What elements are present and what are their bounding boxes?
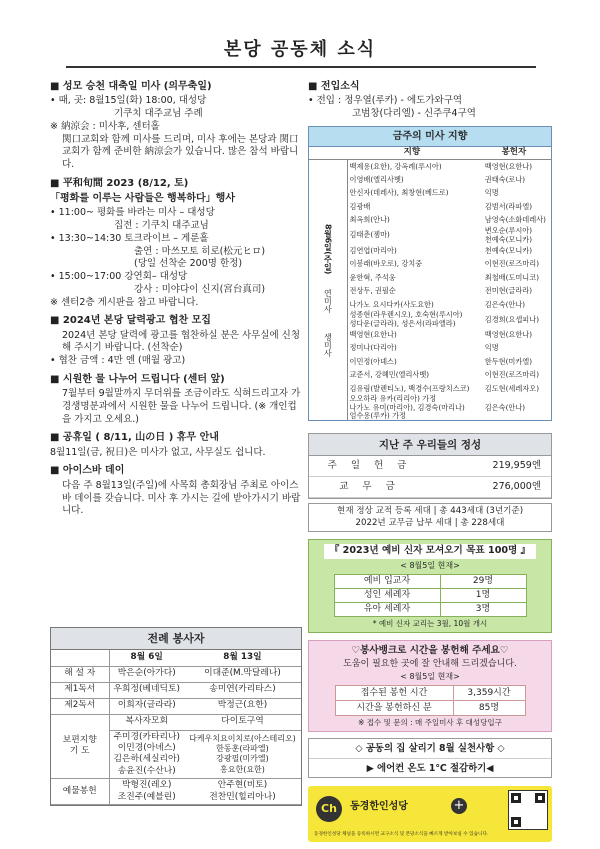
energy-box: ◇ 공동의 집 살리기 8월 실천사항 ◇ ▶ 에어컨 온도 1℃ 절감하기◀ [308, 738, 552, 778]
catechumen-title: 『 2023년 예비 신자 모셔오기 목표 100명 』 [324, 544, 537, 559]
volunteer-title: ♡봉사뱅크로 시간을 봉헌해 주세요♡ [351, 644, 509, 656]
channel-name: 동경한인성당 [350, 800, 408, 812]
peace-line-2: 집전 : 기쿠치 대주교님 [114, 220, 209, 232]
table-row: 해 설 자 박은순(아가다) 이대준(M.막달레나) [51, 666, 301, 682]
right-column [308, 80, 552, 842]
ad-notice [50, 314, 302, 368]
table-row: 제1독서 우희정(베네딕토) 송미연(카리타스) [51, 682, 301, 698]
table-row: 이영배(엘리사벳) 권태숙(로나) [349, 174, 526, 184]
liturgy-servers-table [50, 627, 302, 806]
table-row: 김태춘(젬마) 변오순(루시아) 천예숙(모니카) [349, 226, 533, 244]
icebar-heading: ■ 아이스바 데이 [50, 465, 125, 477]
holiday-body: 8월11일(금, 祝日)은 미사가 없고, 사무실도 쉽니다. [50, 446, 266, 458]
table-row: 성인 세례자 1명 [334, 588, 526, 602]
date-col-1: 8월 6일 [109, 650, 184, 666]
table-row: 이민정(아녜스) 한두현(미카엘) [349, 356, 533, 366]
page-title: 본당 공동체 소식 [223, 39, 377, 60]
volunteer-box: ♡봉사뱅크로 시간을 봉헌해 주세요♡ 도움이 필요한 곳에 잘 안내해 드리겠습니다. < 8월5일 현재> 접수된 봉헌 시간 3,359시간 시간을 봉헌하신 분 85명 ※ 접수 및 문의 : 매 주일미사 후 대성당입구 [308, 640, 552, 732]
icebar-notice [50, 464, 302, 518]
registration-stats: 현재 정상 교적 등록 세대 | 총 443세대 (3년기준) 2022년 교무금 납부 세대 | 총 228세대 [308, 503, 552, 532]
table-row: 예물봉헌 박형진(레오) 조진주(예블린) 안주현(비토) 전찬민(힐리아나) [51, 779, 301, 805]
table-row: 나가노 요시다카(사도요한) 김은숙(안나) [349, 299, 526, 309]
table-row: 8월6일(주일) 연미사 생미사 백제용(요한), 강옥례(루시아) 백영현(요한나) [309, 160, 551, 174]
table-row: 오오하라 유카(리리아) 가정 나가노 유미(마리아), 김경숙(마리나) 엄수용(루카) 가정 김은숙(안나) [349, 394, 526, 421]
peace-line-3: • 13:30~14:30 토크라이브 – 게룬홀 [50, 232, 209, 244]
holiday-notice [50, 431, 302, 459]
ad-heading: ■ 2024년 본당 달력광고 협찬 모집 [50, 315, 211, 327]
channel-banner[interactable] [308, 786, 552, 842]
table-row: 김연엽(마리아) 천예숙(모니카) [349, 245, 533, 255]
table-row: 접수된 봉헌 시간 3,359시간 [335, 685, 525, 700]
table-row: 성종현(라우렌시오), 호숙현(루시아) 성다운(글라라), 성은서(라파엘라) 김경희(요셉피나) [349, 310, 539, 328]
intention-date-side: 8월6일(주일) 연미사 생미사 [309, 160, 347, 420]
peace-line-5: (당일 선착순 200명 한정) [134, 258, 243, 270]
mass-intention-title: 금주의 미사 지향 [309, 127, 551, 147]
peace-subheading: 「평화를 이루는 사람들은 행복하다」행사 [50, 193, 236, 205]
table-row: 주일헌금 219,959엔 [309, 456, 551, 477]
table-row: 최옥희(안나) 남영숙(소화데레사) [349, 215, 546, 225]
channel-note: 동경한인성당 채널을 등록하시면 교구소식 및 본당소식을 빠르게 받아보실 수 있습니다. [314, 832, 489, 838]
table-row: 안신자(데레사), 최창현(베드로) 익명 [349, 188, 499, 198]
table-row: 시간을 봉헌하신 분 85명 [335, 700, 525, 715]
ad-amount: • 협찬 금액 : 4만 엔 (매월 광고) [50, 355, 186, 367]
table-row: 보편지향 기 도 복사자모회 다이토구역 [51, 714, 301, 730]
mass-heading: ■ 성모 승천 대축일 미사 (의무축일) [50, 81, 212, 92]
qr-code-icon[interactable] [508, 790, 548, 830]
table-row: 정미나(다리아) 익명 [349, 343, 499, 353]
left-column [50, 80, 302, 523]
mass-notice [50, 80, 302, 172]
table-row: 제2독서 이희자(글라라) 박정근(요한) [51, 698, 301, 714]
table-row: 전상두, 권필순 전미현(글라라) [349, 286, 533, 295]
catechumen-box: 『 2023년 예비 신자 모셔오기 목표 100명 』 < 8월5일 현재> 예비 입교자 29명 성인 세례자 1명 유아 세례자 3명 * 예비 신자 교리는 3월, 10월 개시 [308, 539, 552, 633]
table-row: 주미경(카타리나) 이민경(아녜스) 김은하(세실리아) 송윤진(수산나) 다케우치요이치로(아스테리오) 한동훈(라파엘) 강광필(미카엘) 홍요한(요한) [51, 730, 301, 779]
table-row: 예비 입교자 29명 [334, 574, 526, 588]
mass-celebrant: 기쿠치 대주교님 주례 [114, 108, 203, 120]
table-row: 백영현(요한나) 백영현(요한나) [349, 329, 533, 339]
peace-line-7: 강사 : 미야다이 신지(宮台真司) [134, 283, 266, 295]
peace-line-4: 출연 : 마쓰모토 히로(松元ヒロ) [134, 245, 266, 257]
peace-notice [50, 177, 302, 310]
mass-when: • 때, 곳: 8월15일(화) 18:00, 대성당 [50, 95, 207, 107]
water-heading: ■ 시원한 물 나누어 드립니다 (센터 앞) [50, 373, 225, 385]
liturgy-servers-title: 전례 봉사자 [51, 628, 301, 650]
mass-note-body: 関口교회와 함께 미사를 드리며, 미사 후에는 본당과 関口교회가 함께 준비한 納涼会가 있습니다. 많은 참석 바랍니다. [62, 133, 299, 170]
prayer-label: 보편지향 기 도 [51, 714, 109, 779]
offering-title: 지난 주 우리들의 정성 [309, 434, 551, 456]
table-row: 이봉래(바오로), 강치중 이현진(로즈마리) [349, 259, 539, 268]
mass-note-label: ※ 納涼会 : 미사후, 센터홀 [50, 120, 160, 132]
table-row: 교무금 276,000엔 [309, 477, 551, 498]
transfer-heading: ■ 전입소식 [308, 81, 360, 92]
plus-icon[interactable]: + [451, 798, 467, 814]
peace-heading: ■ 平和旬間 2023 (8/12, 토) [50, 177, 189, 189]
peace-line-8: ※ 센터2층 게시판을 참고 바랍니다. [50, 296, 199, 308]
table-row: 유아 세례자 3명 [334, 602, 526, 616]
transfer-notice: ■ 전입소식 • 전입 : 정우열(루카) - 에도가와구역 고범창(다리엘) - 신주쿠4구역 [308, 80, 552, 121]
table-row: 김광배 김범서(라파엘) [349, 201, 533, 211]
peace-line-6: • 15:00~17:00 강연회– 대성당 [50, 271, 188, 283]
water-body: 7월부터 9월말까지 무더위를 조금이라도 식혀드리고자 가경생명분과에서 시원한 물을 나누어 드립니다. (※ 개인컵을 가지고 오세요.) [62, 388, 301, 425]
mass-intention-table: 금주의 미사 지향 지향 봉헌자 8월6일(주일) 연미사 생미사 백제용(요한), 강옥례(루시아) 백영현(요한나) 이영배(엘리사벳) 권태숙(로나) 안신자(데레사), 최창현(베드로) 익명 김광배 김범서(라파엘) 최옥희(안나) 남영숙(소화데레사) 김태춘(젬마) 변오순(루시아) 천예숙(모니카) 김연엽(마리아) 천예숙(모니카) 이봉래(바오로), 강치중 이현진(로즈마리) 윤한혁, 주석웅 최철배(도미니코) 전상두, 권필순 전미현(글라라) 나가노 요시다카(사도요한) 김은숙(안나) 성종현(라우렌시오), 호숙현(루시아) 성다운(글라라), 성은서(라파엘라) 김경희(요셉피나) 백영현(요한나) 백영현(요한나) 정미나(다리아) 익명 이민정(아녜스) 한두현(미카엘) 교준서, 강혜민(엘리사벳) 이현진(로즈마리) 김유림(발렌티노), 백경수(프랑치스코) 김도현(세레자오) 오오하라 유카(리리아) 가정 나가노 유미(마리아), 김경숙(마리나) 엄수용(루카) 가정 김은숙(안나) [308, 126, 552, 421]
holiday-heading: ■ 공휴일 ( 8/11, 山の日 ) 휴무 안내 [50, 432, 219, 444]
channel-logo-icon: Ch [316, 796, 342, 822]
offering-box [308, 433, 552, 499]
title-divider [66, 66, 536, 68]
date-col-2: 8월 13일 [184, 650, 301, 666]
table-row: 윤한혁, 주석웅 최철배(도미니코) [349, 272, 539, 282]
ad-body: 2024년 본당 달력에 광고를 협찬하실 분은 사무실에 신청해 주시기 바랍니다. (선착순) [62, 329, 301, 354]
icebar-body: 다음 주 8월13일(주일)에 사목회 총회장님 주최로 아이스바 데이를 갖습니다. 미사 후 가시는 길에 받아가시기 바랍니다. [62, 479, 301, 517]
peace-line-1: • 11:00~ 평화를 바라는 미사 – 대성당 [50, 207, 215, 219]
table-row: 교준서, 강혜민(엘리사벳) 이현진(로즈마리) [349, 370, 539, 380]
water-notice [50, 373, 302, 427]
table-row: 김유림(발렌티노), 백경수(프랑치스코) 김도현(세레자오) [349, 383, 539, 393]
